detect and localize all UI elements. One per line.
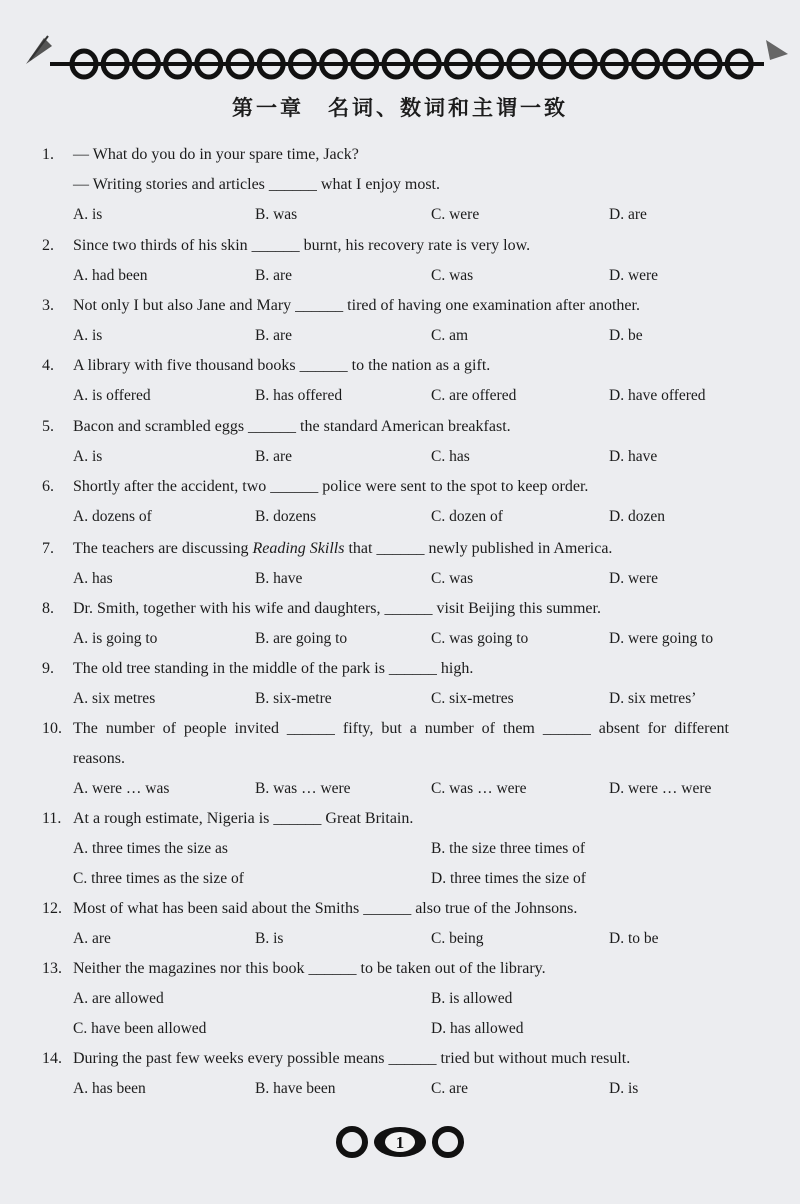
answer-option: A. is offered (73, 387, 151, 404)
question-number: 8. (42, 600, 54, 617)
answer-option: C. six-metres (431, 690, 514, 707)
question-text: Not only I but also Jane and Mary ______ tired of having one examination after another. (73, 297, 640, 314)
question-text-part: The teachers are discussing (73, 540, 253, 557)
answer-option: D. six metres’ (609, 690, 697, 707)
answer-option: A. is (73, 448, 103, 465)
page-number-emblem (330, 1122, 470, 1162)
question-text: At a rough estimate, Nigeria is ______ Great Britain. (73, 810, 414, 827)
answer-option: A. are allowed (73, 990, 164, 1007)
answer-option: C. was … were (431, 780, 527, 797)
answer-option: C. was going to (431, 630, 529, 647)
answer-option: D. were (609, 267, 659, 284)
answer-option: B. are (255, 448, 293, 465)
question-number: 5. (42, 418, 54, 435)
answer-option: C. are (431, 1080, 469, 1097)
answer-option: C. three times as the size of (73, 870, 244, 887)
question-number: 3. (42, 297, 54, 314)
question-number: 4. (42, 357, 54, 374)
answer-option: C. was (431, 267, 474, 284)
question-text: The number of people invited ______ fifty, but a number of them ______ absent for different (73, 720, 729, 737)
question-text: reasons. (73, 750, 125, 767)
question-text: Since two thirds of his skin ______ burnt, his recovery rate is very low. (73, 237, 531, 254)
question-text: Shortly after the accident, two ______ police were sent to the spot to keep order. (73, 478, 589, 495)
answer-option: C. has (431, 448, 470, 465)
question-number: 2. (42, 237, 54, 254)
question-text: Dr. Smith, together with his wife and daughters, ______ visit Beijing this summer. (73, 600, 601, 617)
question-text: Bacon and scrambled eggs ______ the standard American breakfast. (73, 418, 511, 435)
answer-option: C. have been allowed (73, 1020, 207, 1037)
answer-option: B. the size three times of (431, 840, 586, 857)
answer-option: A. three times the size as (73, 840, 228, 857)
answer-option: B. has offered (255, 387, 343, 404)
answer-option: C. dozen of (431, 508, 503, 525)
answer-option: A. were … was (73, 780, 170, 797)
answer-option: D. dozen (609, 508, 665, 525)
answer-option: D. were … were (609, 780, 712, 797)
answer-option: C. was (431, 570, 474, 587)
answer-option: D. three times the size of (431, 870, 586, 887)
question-number: 11. (42, 810, 62, 827)
question-number: 9. (42, 660, 54, 677)
answer-option: C. being (431, 930, 484, 947)
answer-option: B. are going to (255, 630, 348, 647)
answer-option: B. was (255, 206, 298, 223)
answer-option: C. am (431, 327, 469, 344)
answer-option: A. had been (73, 267, 148, 284)
answer-option: C. were (431, 206, 480, 223)
answer-option: D. are (609, 206, 647, 223)
answer-option: B. was … were (255, 780, 351, 797)
question-number: 13. (42, 960, 62, 977)
question-text: — Writing stories and articles ______ what I enjoy most. (73, 176, 440, 193)
question-text: During the past few weeks every possible means ______ tried but without much result. (73, 1050, 631, 1067)
answer-option: B. have (255, 570, 303, 587)
question-number: 6. (42, 478, 54, 495)
answer-option: A. six metres (73, 690, 156, 707)
question-number: 14. (42, 1050, 62, 1067)
answer-option: B. have been (255, 1080, 336, 1097)
answer-option: D. have offered (609, 387, 706, 404)
question-text: Neither the magazines nor this book ______ to be taken out of the library. (73, 960, 546, 977)
answer-option: D. were (609, 570, 659, 587)
answer-option: A. has been (73, 1080, 146, 1097)
answer-option: D. to be (609, 930, 659, 947)
answer-option: B. dozens (255, 508, 317, 525)
answer-option: D. has allowed (431, 1020, 524, 1037)
answer-option: B. is (255, 930, 284, 947)
answer-option: A. are (73, 930, 111, 947)
answer-option: A. is going to (73, 630, 158, 647)
question-number: 1. (42, 146, 54, 163)
question-text-part: that ______ newly published in America. (344, 540, 613, 557)
answer-option: B. is allowed (431, 990, 513, 1007)
answer-option: B. are (255, 267, 293, 284)
question-text: A library with five thousand books ______ to the nation as a gift. (73, 357, 491, 374)
question-text: Most of what has been said about the Smiths ______ also true of the Johnsons. (73, 900, 578, 917)
answer-option: A. has (73, 570, 113, 587)
answer-option: A. is (73, 327, 103, 344)
question-text (73, 540, 612, 558)
chapter-title: 第一章 名词、数词和主谓一致 (232, 96, 568, 120)
question-number: 7. (42, 540, 54, 557)
question-text: — What do you do in your spare time, Jack? (73, 146, 359, 163)
question-text: The old tree standing in the middle of the park is ______ high. (73, 660, 474, 677)
answer-option: D. is (609, 1080, 639, 1097)
answer-option: A. is (73, 206, 103, 223)
answer-option: B. six-metre (255, 690, 332, 707)
answer-option: A. dozens of (73, 508, 152, 525)
question-number: 10. (42, 720, 62, 737)
answer-option: D. have (609, 448, 658, 465)
answer-option: D. be (609, 327, 643, 344)
book-title: Reading Skills (252, 540, 345, 557)
answer-option: B. are (255, 327, 293, 344)
question-number: 12. (42, 900, 62, 917)
decorative-chain-border (22, 20, 792, 98)
page-number: 1 (395, 1133, 405, 1152)
answer-option: C. are offered (431, 387, 517, 404)
answer-option: D. were going to (609, 630, 714, 647)
